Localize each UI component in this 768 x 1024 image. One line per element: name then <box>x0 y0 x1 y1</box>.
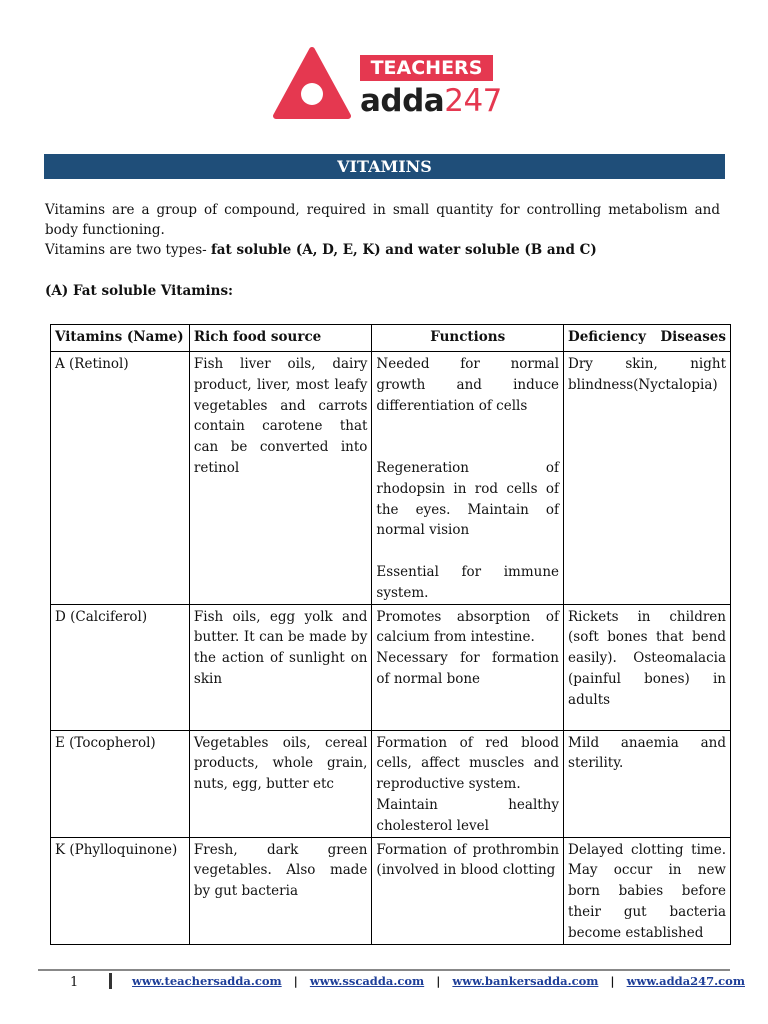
header-vitamin-name: Vitamins (Name) <box>51 325 190 352</box>
header-food-source: Rich food source <box>189 325 372 352</box>
logo-word-247: 247 <box>444 83 502 119</box>
cell-functions <box>372 730 564 837</box>
cell-vitamin-name: K (Phylloquinone) <box>51 837 190 944</box>
cell-vitamin-name: E (Tocopherol) <box>51 730 190 837</box>
cell-deficiency: Mild anaemia and sterility. <box>564 730 731 837</box>
link-separator: | <box>436 974 441 988</box>
cell-vitamin-name: A (Retinol) <box>51 352 190 605</box>
footer-divider <box>38 969 730 971</box>
table-row <box>51 604 731 730</box>
table-header-row <box>51 325 731 352</box>
cell-food-source: Fish oils, egg yolk and butter. It can be made by the action of sunlight on skin <box>189 604 372 730</box>
function-item: Essential for immune system. <box>376 563 560 601</box>
cell-deficiency: Rickets in children (soft bones that bend easily). Osteomalacia (painful bones) in adults <box>564 604 731 730</box>
footer-links <box>132 974 745 988</box>
cell-functions <box>372 604 564 730</box>
teachers-adda247-logo <box>272 44 502 124</box>
footer-vertical-bar <box>109 973 112 989</box>
function-item: Maintain healthy cholesterol level <box>376 796 560 834</box>
link-bankersadda[interactable]: www.bankersadda.com <box>452 974 599 988</box>
link-separator: | <box>293 974 298 988</box>
cell-functions <box>372 352 564 605</box>
intro-text <box>45 200 720 260</box>
logo-wordmark <box>360 82 502 120</box>
function-item: Formation of red blood cells, affect muscles and reproductive system. <box>376 734 560 793</box>
link-sscadda[interactable]: www.sscadda.com <box>309 974 425 988</box>
page-title: VITAMINS <box>44 154 725 179</box>
logo-word-adda: adda <box>360 83 445 119</box>
header-functions: Functions <box>372 325 564 352</box>
link-adda247[interactable]: www.adda247.com <box>626 974 745 988</box>
cell-functions <box>372 837 564 944</box>
cell-deficiency: Dry skin, night blindness(Nyctalopia) <box>564 352 731 605</box>
cell-deficiency: Delayed clotting time. May occur in new born babies before their gut bacteria become established <box>564 837 731 944</box>
table-row <box>51 730 731 837</box>
intro-line-2-plain: Vitamins are two types- <box>45 242 211 258</box>
intro-line-2 <box>45 240 720 260</box>
cell-food-source: Fish liver oils, dairy product, liver, most leafy vegetables and carrots contain carotene that can be converted into retinol <box>189 352 372 605</box>
intro-line-1: Vitamins are a group of compound, required in small quantity for controlling metabolism and body functioning. <box>45 202 720 238</box>
function-item: Regeneration of rhodopsin in rod cells of the eyes. Maintain of normal vision <box>376 459 560 539</box>
header-deficiency-label: Deficiency Diseases <box>568 329 726 345</box>
function-item: Necessary for formation of normal bone <box>376 650 560 687</box>
function-item: Formation of prothrombin (involved in blood clotting <box>376 841 560 879</box>
cell-food-source: Fresh, dark green vegetables. Also made by gut bacteria <box>189 837 372 944</box>
cell-vitamin-name: D (Calciferol) <box>51 604 190 730</box>
link-separator: | <box>610 974 615 988</box>
adda-a-logo-icon <box>272 46 352 122</box>
logo-badge-teachers: TEACHERS <box>360 55 493 81</box>
function-item: Needed for normal growth and induce differentiation of cells <box>376 356 560 414</box>
page-number: 1 <box>70 975 79 990</box>
section-heading: (A) Fat soluble Vitamins: <box>45 283 234 299</box>
header-deficiency <box>564 325 731 352</box>
table-row <box>51 352 731 605</box>
fat-soluble-vitamins-table <box>50 324 731 945</box>
link-teachersadda[interactable]: www.teachersadda.com <box>132 974 282 988</box>
table-row <box>51 837 731 944</box>
intro-line-2-bold: fat soluble (A, D, E, K) and water soluble (B and C) <box>210 242 597 258</box>
cell-food-source: Vegetables oils, cereal products, whole grain, nuts, egg, butter etc <box>189 730 372 837</box>
function-item: Promotes absorption of calcium from intestine. <box>376 608 560 646</box>
